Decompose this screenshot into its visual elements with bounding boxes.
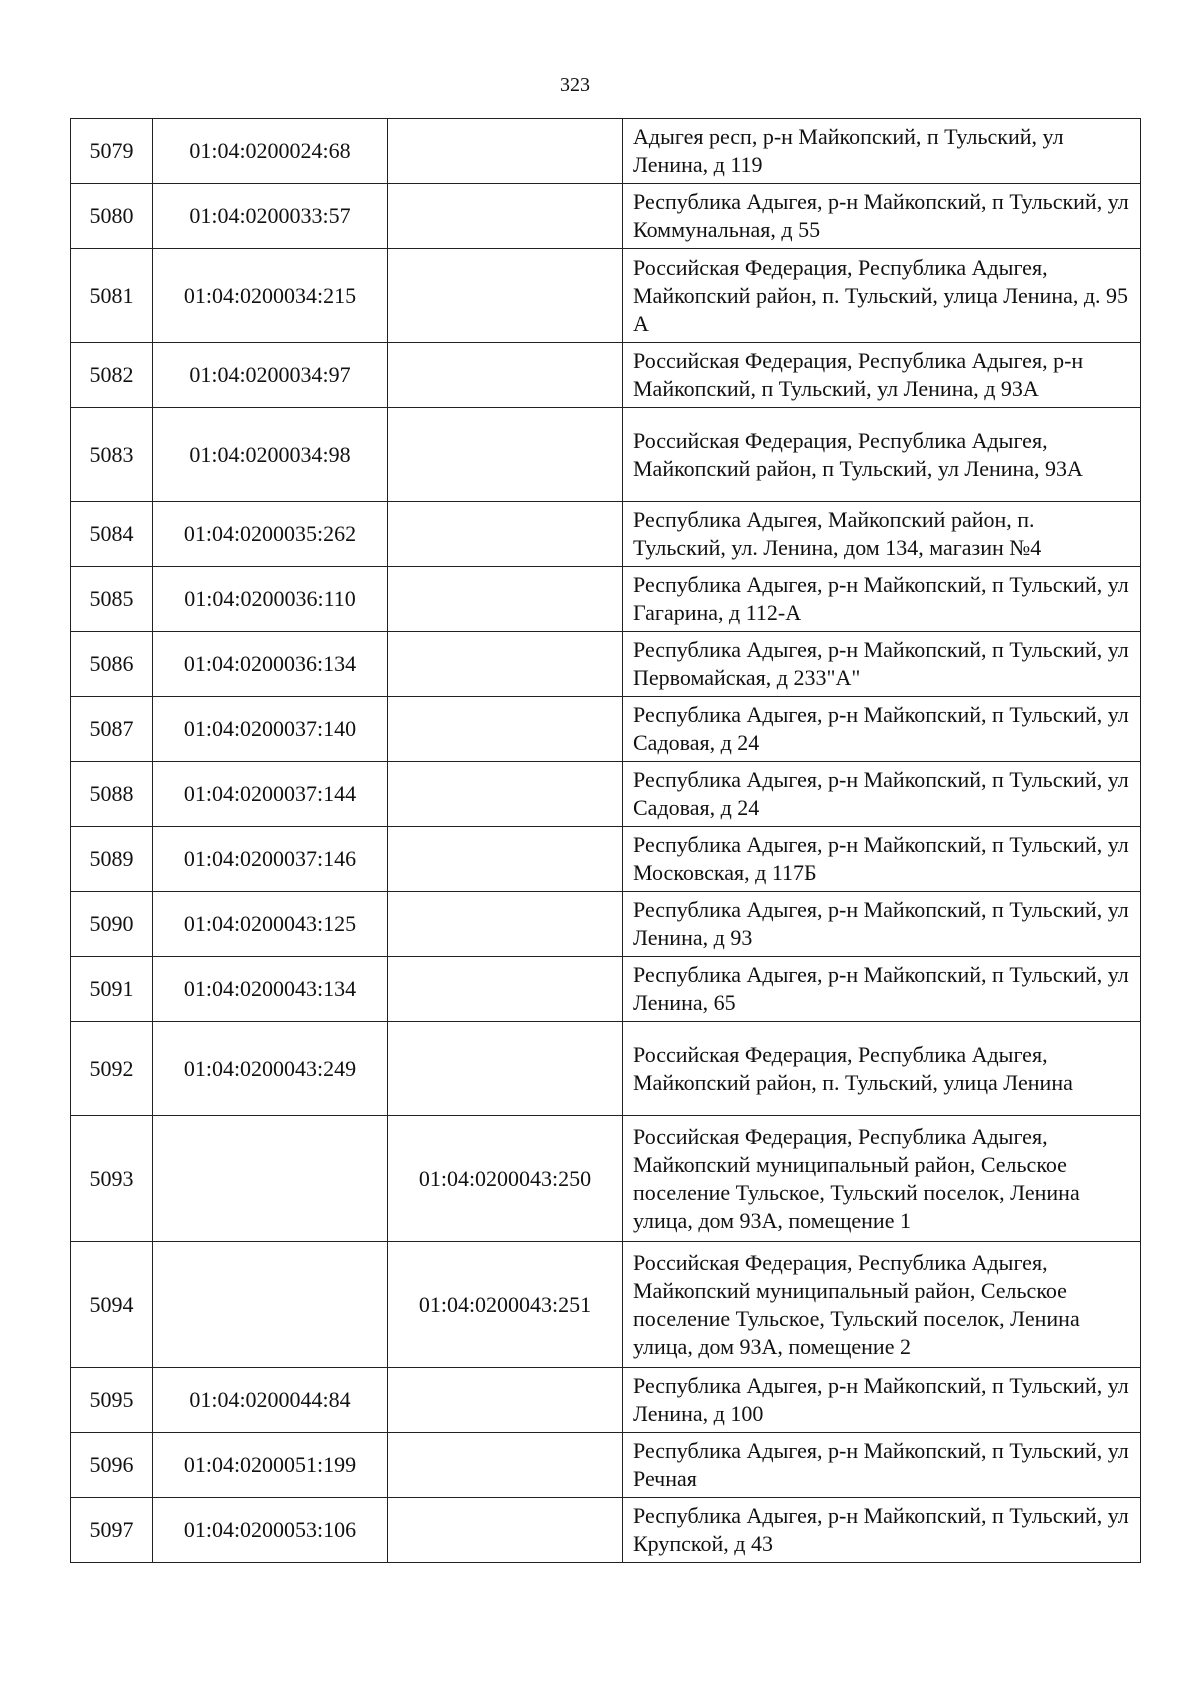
cadastral-number-premises [388,1498,623,1563]
row-number: 5096 [71,1433,153,1498]
address: Российская Федерация, Республика Адыгея, Майкопский муниципальный район, Сельское поселение Тульское, Тульский поселок, Ленина улица, дом 93А, помещение 1 [623,1116,1141,1242]
cadastral-number-premises [388,697,623,762]
address: Республика Адыгея, р-н Майкопский, п Тульский, ул Ленина, 65 [623,957,1141,1022]
cadastral-number: 01:04:0200034:97 [153,343,388,408]
cadastral-number: 01:04:0200035:262 [153,502,388,567]
row-number: 5079 [71,119,153,184]
row-number: 5095 [71,1368,153,1433]
cadastral-number-premises [388,892,623,957]
table-row [71,1116,1141,1242]
cadastral-number: 01:04:0200053:106 [153,1498,388,1563]
table-row [71,119,1141,184]
cadastral-number-premises [388,249,623,343]
cadastral-number: 01:04:0200036:110 [153,567,388,632]
cadastral-number: 01:04:0200044:84 [153,1368,388,1433]
row-number: 5083 [71,408,153,502]
row-number: 5093 [71,1116,153,1242]
table-row [71,343,1141,408]
row-number: 5080 [71,184,153,249]
cadastral-number: 01:04:0200034:98 [153,408,388,502]
cadastral-number: 01:04:0200051:199 [153,1433,388,1498]
row-number: 5094 [71,1242,153,1368]
row-number: 5084 [71,502,153,567]
row-number: 5091 [71,957,153,1022]
row-number: 5089 [71,827,153,892]
cadastral-number-premises [388,502,623,567]
cadastral-number [153,1242,388,1368]
table-row [71,1368,1141,1433]
cadastral-number: 01:04:0200024:68 [153,119,388,184]
table-row [71,632,1141,697]
address: Российская Федерация, Республика Адыгея, Майкопский район, п Тульский, ул Ленина, 93А [623,408,1141,502]
address: Республика Адыгея, р-н Майкопский, п Тульский, ул Речная [623,1433,1141,1498]
table-row [71,249,1141,343]
address: Республика Адыгея, р-н Майкопский, п Тульский, ул Крупской, д 43 [623,1498,1141,1563]
cadastral-number: 01:04:0200043:125 [153,892,388,957]
table-row [71,1022,1141,1116]
address: Республика Адыгея, р-н Майкопский, п Тульский, ул Первомайская, д 233"А" [623,632,1141,697]
cadastral-number [153,1116,388,1242]
row-number: 5085 [71,567,153,632]
cadastral-number: 01:04:0200037:144 [153,762,388,827]
row-number: 5088 [71,762,153,827]
address: Адыгея респ, р-н Майкопский, п Тульский, ул Ленина, д 119 [623,119,1141,184]
cadastral-number-premises [388,1433,623,1498]
cadastral-number-premises [388,1368,623,1433]
address: Республика Адыгея, р-н Майкопский, п Тульский, ул Садовая, д 24 [623,762,1141,827]
address: Российская Федерация, Республика Адыгея, Майкопский муниципальный район, Сельское поселение Тульское, Тульский поселок, Ленина улица, дом 93А, помещение 2 [623,1242,1141,1368]
table-row [71,184,1141,249]
row-number: 5081 [71,249,153,343]
row-number: 5082 [71,343,153,408]
page-number: 323 [560,74,590,96]
address: Республика Адыгея, Майкопский район, п. Тульский, ул. Ленина, дом 134, магазин №4 [623,502,1141,567]
address: Республика Адыгея, р-н Майкопский, п Тульский, ул Коммунальная, д 55 [623,184,1141,249]
address: Республика Адыгея, р-н Майкопский, п Тульский, ул Садовая, д 24 [623,697,1141,762]
row-number: 5087 [71,697,153,762]
cadastral-number-premises [388,957,623,1022]
cadastral-number-premises: 01:04:0200043:251 [388,1242,623,1368]
row-number: 5092 [71,1022,153,1116]
address: Российская Федерация, Республика Адыгея, Майкопский район, п. Тульский, улица Ленина, д. 95 А [623,249,1141,343]
table-row [71,1433,1141,1498]
cadastral-number-premises [388,1022,623,1116]
table-row [71,408,1141,502]
cadastral-number: 01:04:0200033:57 [153,184,388,249]
cadastral-number: 01:04:0200043:249 [153,1022,388,1116]
cadastral-number-premises [388,408,623,502]
row-number: 5090 [71,892,153,957]
row-number: 5086 [71,632,153,697]
cadastral-number: 01:04:0200043:134 [153,957,388,1022]
table-row [71,567,1141,632]
table-row [71,1498,1141,1563]
cadastral-number: 01:04:0200037:140 [153,697,388,762]
table-row [71,502,1141,567]
cadastral-number: 01:04:0200036:134 [153,632,388,697]
cadastral-number-premises [388,343,623,408]
cadastral-number-premises [388,827,623,892]
table-row [71,827,1141,892]
table-row [71,697,1141,762]
table-row [71,957,1141,1022]
table-row [71,1242,1141,1368]
registry-table-body [71,119,1141,1563]
table-row [71,892,1141,957]
address: Республика Адыгея, р-н Майкопский, п Тульский, ул Ленина, д 93 [623,892,1141,957]
address: Республика Адыгея, р-н Майкопский, п Тульский, ул Гагарина, д 112-А [623,567,1141,632]
cadastral-number-premises [388,762,623,827]
cadastral-number-premises [388,119,623,184]
address: Российская Федерация, Республика Адыгея, Майкопский район, п. Тульский, улица Ленина [623,1022,1141,1116]
cadastral-number-premises [388,567,623,632]
cadastral-number: 01:04:0200037:146 [153,827,388,892]
registry-table [70,118,1141,1563]
cadastral-number-premises [388,632,623,697]
address: Республика Адыгея, р-н Майкопский, п Тульский, ул Ленина, д 100 [623,1368,1141,1433]
row-number: 5097 [71,1498,153,1563]
table-row [71,762,1141,827]
cadastral-number: 01:04:0200034:215 [153,249,388,343]
address: Российская Федерация, Республика Адыгея, р-н Майкопский, п Тульский, ул Ленина, д 93А [623,343,1141,408]
address: Республика Адыгея, р-н Майкопский, п Тульский, ул Московская, д 117Б [623,827,1141,892]
cadastral-number-premises [388,184,623,249]
cadastral-number-premises: 01:04:0200043:250 [388,1116,623,1242]
